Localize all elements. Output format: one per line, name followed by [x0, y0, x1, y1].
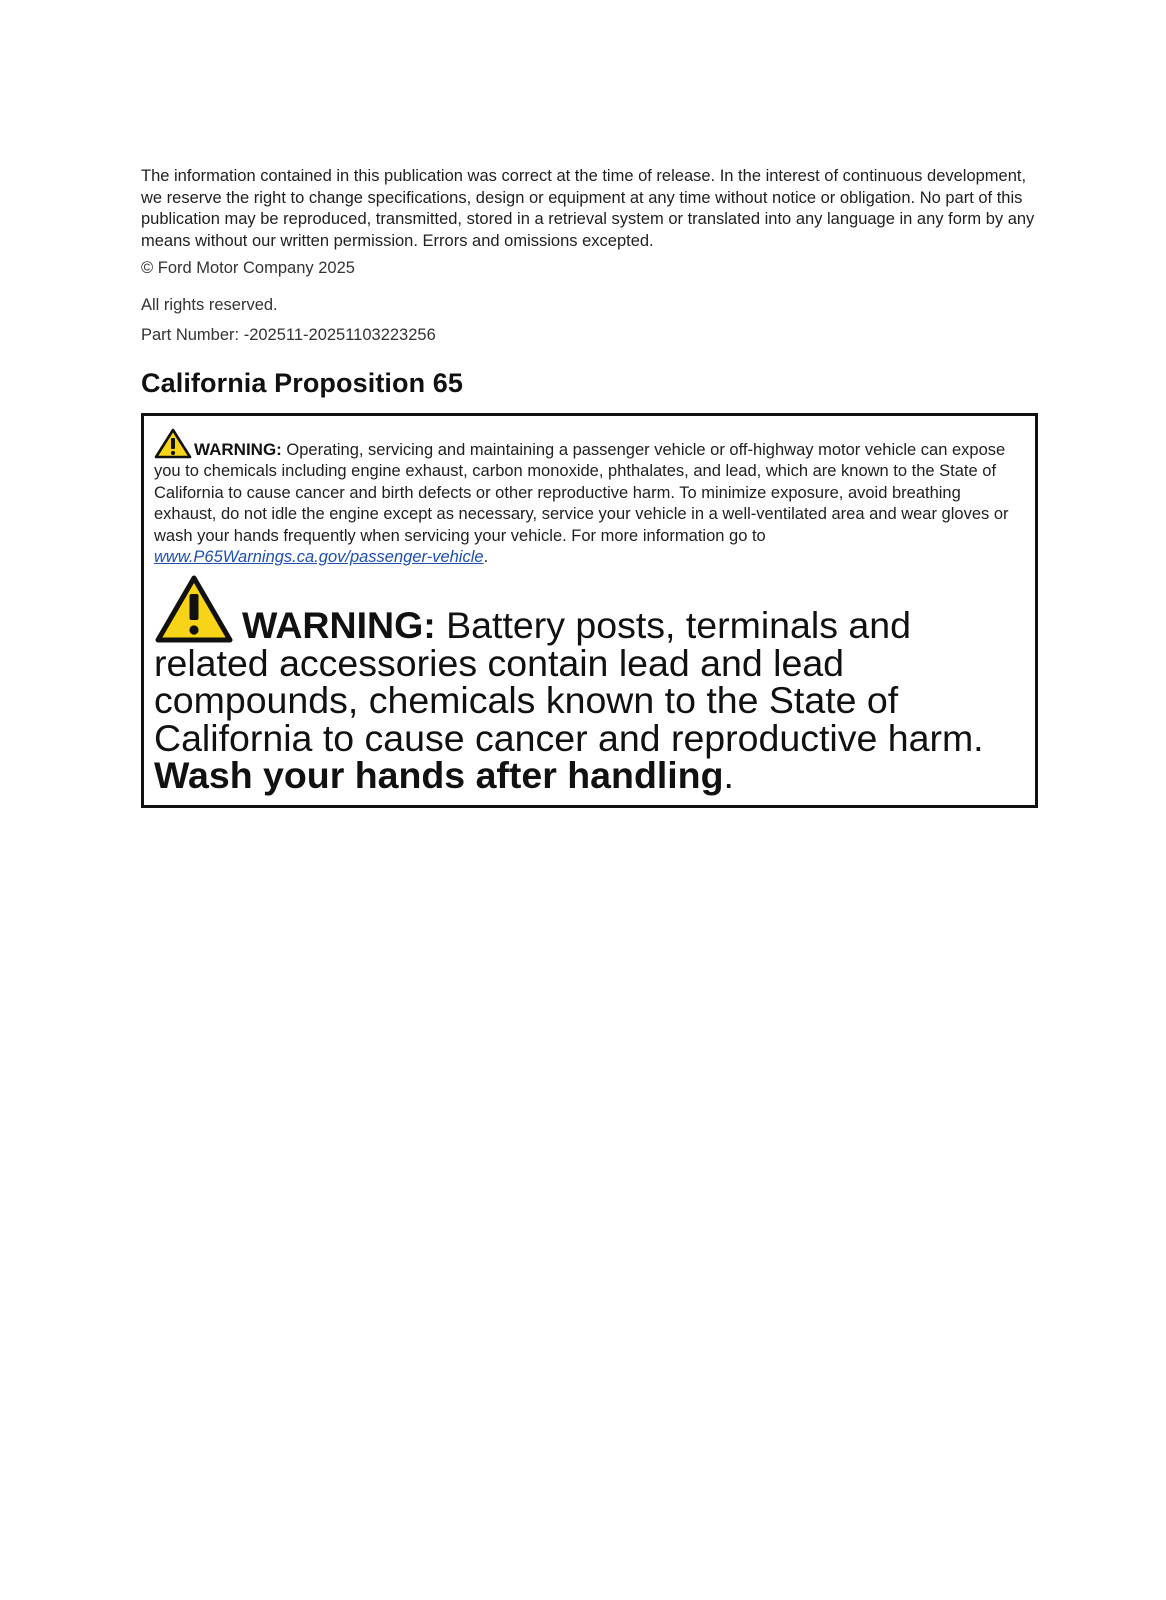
- part-number: Part Number: -202511-20251103223256: [141, 326, 436, 344]
- warning-triangle-icon: [154, 428, 192, 459]
- rights-line: All rights reserved.: [141, 296, 278, 314]
- warning-suffix: .: [483, 548, 489, 567]
- copyright-line: © Ford Motor Company 2025: [141, 259, 355, 277]
- warning-paragraph-large: [154, 574, 1025, 795]
- p65-warnings-link[interactable]: www.P65Warnings.ca.gov/passenger-vehicle: [154, 548, 484, 567]
- section-title: California Proposition 65: [141, 368, 464, 398]
- page-content: [141, 166, 1036, 808]
- warning-text-large: Battery posts, terminals and related accessories contain lead and lead compounds, chemicals known to the State of California to cause cancer and reproductive harm.: [154, 604, 984, 759]
- warning-box: [141, 413, 1038, 808]
- warning-label: WARNING:: [194, 440, 282, 459]
- disclaimer-text: The information contained in this publication was correct at the time of release. In the interest of continuous development, we reserve the right to change specifications, design or equipment at any time without notice or obligation. No part of this publication may be reproduced, transmitted, stored in a retrieval system or translated into any language in any form by any means without our written permission. Errors and omissions excepted.: [141, 167, 1035, 250]
- warning-label-large: WARNING:: [242, 604, 436, 647]
- wash-hands-instruction: Wash your hands after handling: [154, 754, 724, 797]
- warning-triangle-icon: [154, 574, 234, 644]
- warning-paragraph-small: [154, 428, 1025, 568]
- warning-text: Operating, servicing and maintaining a passenger vehicle or off-highway motor vehicle can expose you to chemicals including engine exhaust, carbon monoxide, phthalates, and lead, which are known to the State of California to cause cancer and birth defects or other reproductive harm. To minimize exposure, avoid breathing exhaust, do not idle the engine except as necessary, service your vehicle in a well-ventilated area and wear gloves or wash your hands frequently when servicing your vehicle. For more information go to: [154, 441, 1009, 545]
- warning-suffix-large: .: [723, 754, 734, 797]
